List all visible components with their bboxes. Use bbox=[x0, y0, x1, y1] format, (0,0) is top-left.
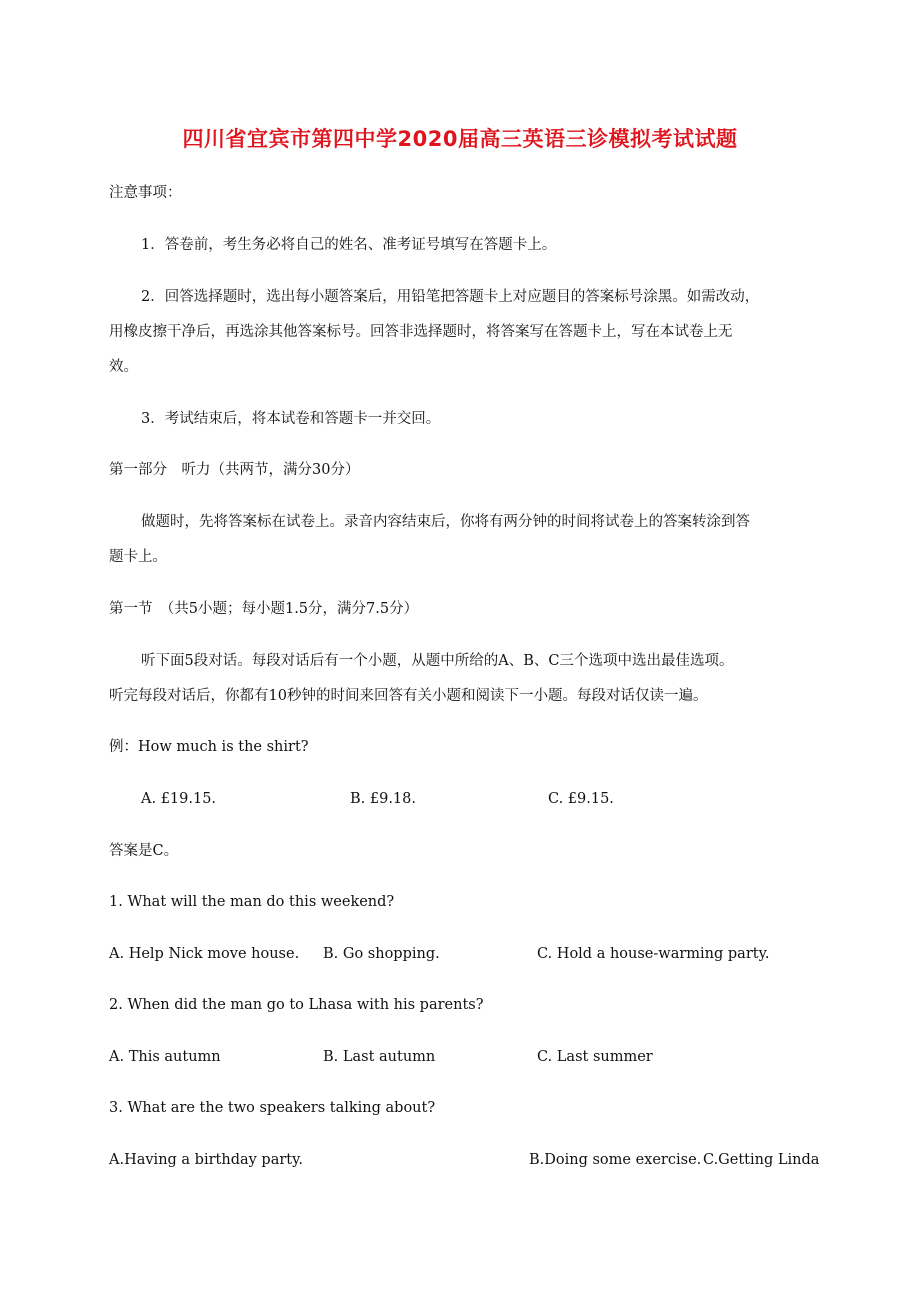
question-2-option-b: B. Last autumn bbox=[323, 1049, 436, 1065]
notice-item-2-line-2: 用橡皮擦干净后，再选涂其他答案标号。回答非选择题时，将答案写在答题卡上，写在本试卷上无 bbox=[109, 324, 733, 340]
question-3-option-a: A.Having a birthday party. bbox=[109, 1152, 303, 1168]
part1-intro-line-2: 题卡上。 bbox=[109, 549, 167, 565]
document-title: 四川省宜宾市第四中学2020届高三英语三诊模拟考试试题 bbox=[182, 127, 738, 151]
section1-intro-line-1: 听下面5段对话。每段对话后有一个小题，从题中所给的A、B、C三个选项中选出最佳选项。 bbox=[141, 653, 734, 669]
notice-item-3: 3．考试结束后，将本试卷和答题卡一并交回。 bbox=[141, 411, 441, 427]
notice-heading: 注意事项： bbox=[109, 185, 182, 201]
notice-item-2-line-3: 效。 bbox=[109, 359, 138, 375]
question-1: 1. What will the man do this weekend? bbox=[109, 894, 395, 910]
example-question: 例：How much is the shirt? bbox=[109, 739, 309, 755]
question-3-option-c: C.Getting Linda bbox=[703, 1152, 820, 1168]
section1-heading: 第一节 （共5小题；每小题1.5分，满分7.5分） bbox=[109, 601, 419, 617]
notice-item-1: 1．答卷前，考生务必将自己的姓名、准考证号填写在答题卡上。 bbox=[141, 237, 557, 253]
question-2-option-c: C. Last summer bbox=[537, 1049, 653, 1065]
question-2-option-a: A. This autumn bbox=[109, 1049, 221, 1065]
notice-item-2-line-1: 2．回答选择题时，选出每小题答案后，用铅笔把答题卡上对应题目的答案标号涂黑。如需改动， bbox=[141, 289, 760, 305]
question-1-option-a: A. Help Nick move house. bbox=[109, 946, 300, 962]
question-3-option-b: B.Doing some exercise. bbox=[529, 1152, 702, 1168]
example-option-c: C. £9.15. bbox=[548, 791, 614, 807]
question-1-option-c: C. Hold a house-warming party. bbox=[537, 946, 770, 962]
question-3: 3. What are the two speakers talking about? bbox=[109, 1100, 436, 1116]
question-1-option-b: B. Go shopping. bbox=[323, 946, 440, 962]
example-answer: 答案是C。 bbox=[109, 843, 179, 859]
example-option-b: B. £9.18. bbox=[350, 791, 416, 807]
section1-intro-line-2: 听完每段对话后，你都有10秒钟的时间来回答有关小题和阅读下一小题。每段对话仅读一遍。 bbox=[109, 688, 708, 704]
part1-heading: 第一部分 听力（共两节，满分30分） bbox=[109, 462, 360, 478]
question-2: 2. When did the man go to Lhasa with his parents? bbox=[109, 997, 484, 1013]
part1-intro-line-1: 做题时，先将答案标在试卷上。录音内容结束后，你将有两分钟的时间将试卷上的答案转涂到答 bbox=[141, 514, 750, 530]
example-option-a: A. £19.15. bbox=[141, 791, 217, 807]
